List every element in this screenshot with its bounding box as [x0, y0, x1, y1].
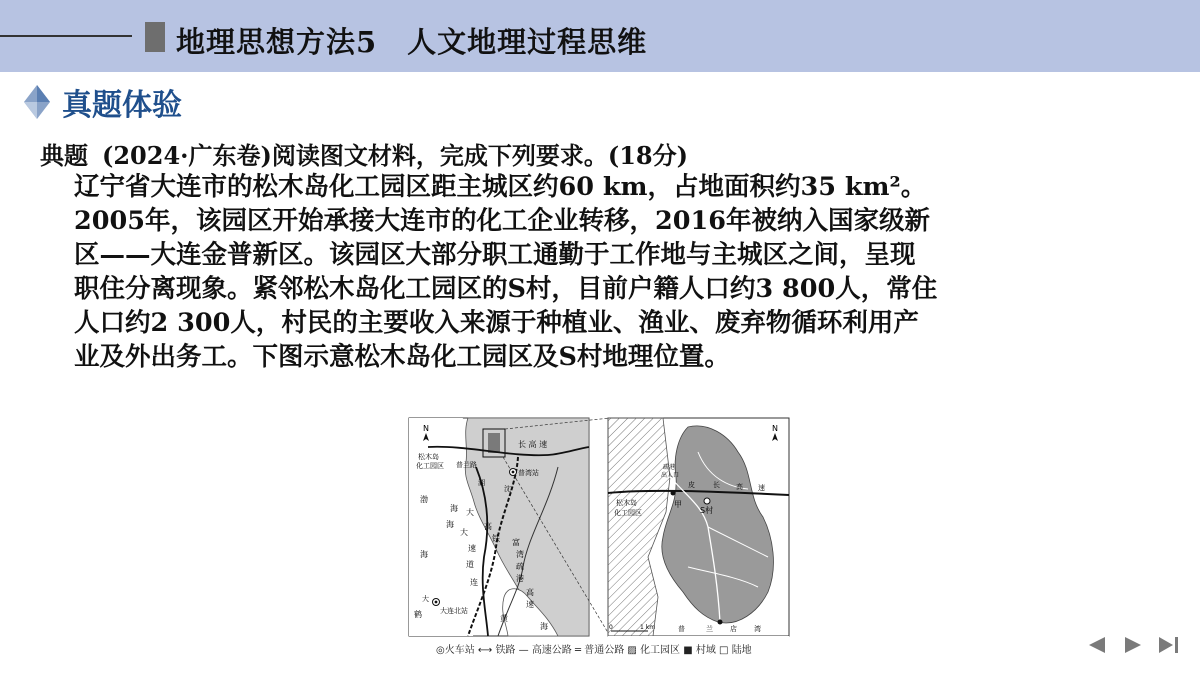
- svg-text:1 km: 1 km: [640, 624, 656, 631]
- passage-line: 业及外出务工。下图示意松木岛化工园区及S村地理位置。: [74, 342, 730, 372]
- svg-text:黄: 黄: [500, 614, 508, 623]
- section-title: 真题体验: [62, 88, 182, 123]
- north-arrow-left: N: [423, 424, 429, 433]
- slide-title: 地理思想方法5 人文地理过程思维: [176, 25, 648, 59]
- legend-item: ▨: [627, 645, 641, 656]
- svg-text:普兰路: 普兰路: [456, 461, 477, 469]
- svg-text:松木岛: 松木岛: [616, 499, 637, 507]
- svg-text:大: 大: [422, 595, 429, 603]
- svg-text:普湾站: 普湾站: [518, 469, 539, 477]
- svg-text:兰: 兰: [706, 625, 713, 633]
- svg-text:大连北站: 大连北站: [440, 607, 468, 615]
- svg-text:海: 海: [446, 520, 454, 529]
- svg-text:皮: 皮: [688, 481, 695, 489]
- svg-text:高: 高: [484, 522, 492, 531]
- legend-item: ⟷: [477, 645, 496, 656]
- svg-text:海: 海: [540, 622, 548, 631]
- map-legend: [436, 641, 752, 656]
- skip-end-icon: [1157, 635, 1181, 655]
- header-marker: [145, 22, 165, 52]
- passage-line: 职住分离现象。紧邻松木岛化工园区的S村，目前户籍人口约3 800人，常住: [74, 274, 938, 304]
- svg-text:0: 0: [609, 624, 613, 631]
- legend-item: 陆地: [731, 645, 752, 656]
- svg-text:松木岛: 松木岛: [418, 453, 439, 461]
- svg-text:湖: 湖: [478, 479, 485, 487]
- svg-text:沈: 沈: [504, 485, 511, 493]
- triangle-left-icon: [1087, 635, 1107, 655]
- passage-line: 人口约2 300人，村民的主要收入来源于种植业、渔业、废弃物循环利用产: [74, 308, 919, 338]
- next-slide-button[interactable]: [1118, 634, 1148, 656]
- passage-line: 辽宁省大连市的松木岛化工园区距主城区约60 km，占地面积约35 km²。: [74, 172, 927, 202]
- svg-text:大: 大: [466, 508, 474, 517]
- legend-item: —: [518, 645, 532, 656]
- svg-text:道: 道: [466, 560, 474, 569]
- svg-text:速: 速: [468, 544, 476, 553]
- svg-text:出入口: 出入口: [661, 472, 680, 479]
- location-map-figure: [408, 417, 790, 654]
- svg-text:富: 富: [512, 538, 520, 547]
- diamond-icon: [24, 85, 50, 119]
- legend-item: 村域: [695, 645, 716, 656]
- detail-map: [608, 418, 789, 647]
- svg-text:高: 高: [736, 483, 743, 491]
- svg-text:普: 普: [678, 625, 685, 633]
- svg-text:湾: 湾: [516, 550, 524, 559]
- svg-text:连: 连: [470, 578, 478, 587]
- svg-text:大: 大: [460, 528, 468, 537]
- legend-item: ◎火车站: [436, 645, 475, 656]
- question-tag: 典题: [40, 141, 88, 170]
- legend-item: ═: [575, 645, 585, 656]
- svg-text:长 高 速: 长 高 速: [518, 440, 548, 449]
- legend-item: 普通公路: [584, 645, 625, 656]
- svg-text:高: 高: [526, 588, 534, 597]
- legend-item: 铁路: [495, 645, 516, 656]
- passage-line: 区——大连金普新区。该园区大部分职工通勤于工作地与主城区之间，呈现: [74, 240, 916, 270]
- last-slide-button[interactable]: [1154, 634, 1184, 656]
- triangle-right-icon: [1123, 635, 1143, 655]
- legend-item: □: [719, 645, 732, 656]
- prev-slide-button[interactable]: [1082, 634, 1112, 656]
- svg-text:甲: 甲: [674, 500, 682, 509]
- svg-text:海: 海: [450, 504, 458, 513]
- svg-text:S村: S村: [700, 506, 714, 515]
- svg-text:海: 海: [420, 550, 428, 559]
- svg-text:化工园区: 化工园区: [614, 509, 642, 517]
- legend-item: 高速公路: [531, 645, 572, 656]
- svg-text:铁: 铁: [492, 534, 500, 543]
- legend-item: ■: [683, 645, 696, 656]
- legend-item: 化工园区: [640, 645, 681, 656]
- passage: [74, 170, 1164, 374]
- section-heading: [24, 82, 182, 122]
- svg-text:疏: 疏: [516, 562, 524, 571]
- svg-text:速: 速: [758, 484, 765, 492]
- svg-text:长: 长: [713, 481, 720, 489]
- svg-text:店: 店: [730, 625, 737, 633]
- passage-line: 2005年，该园区开始承接大连市的化工企业转移，2016年被纳入国家级新: [74, 206, 930, 236]
- svg-text:渤: 渤: [420, 495, 428, 504]
- svg-text:疏港: 疏港: [663, 464, 676, 471]
- question-source: (2024·广东卷)阅读图文材料，完成下列要求。(18分): [102, 141, 688, 170]
- svg-text:湾: 湾: [754, 625, 761, 633]
- svg-text:速: 速: [526, 600, 534, 609]
- north-arrow-right: N: [772, 424, 778, 433]
- header-rule: [0, 35, 132, 37]
- svg-text:鹤: 鹤: [414, 610, 422, 619]
- svg-text:港: 港: [516, 574, 524, 583]
- question-label: [40, 136, 688, 171]
- overview-map: [409, 418, 610, 636]
- svg-text:化工园区: 化工园区: [416, 462, 444, 470]
